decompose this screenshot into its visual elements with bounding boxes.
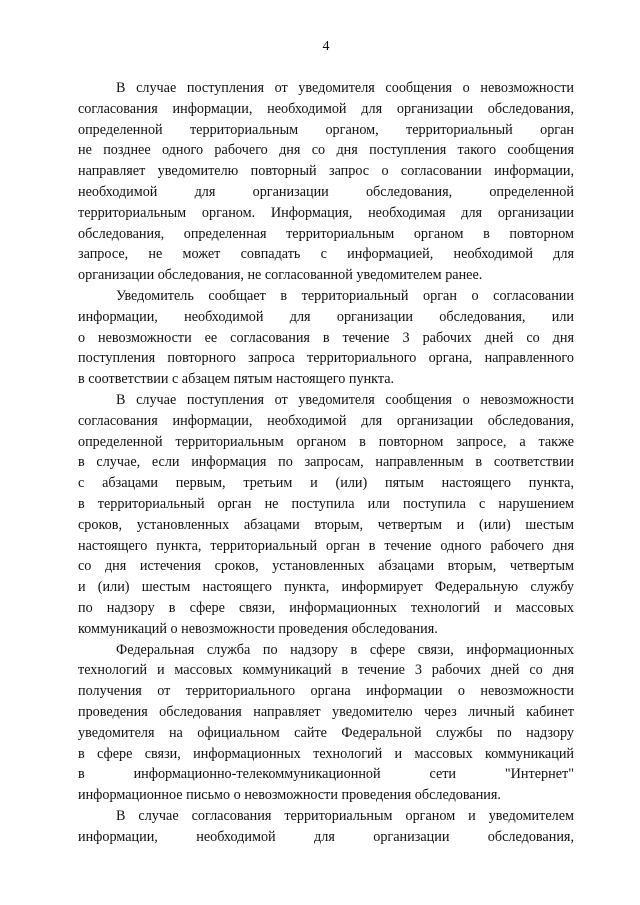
paragraph	[78, 286, 574, 390]
text-line: получения от территориального органа информации о невозможности	[78, 683, 574, 700]
text-line: организации обследования, не согласованной уведомителем ранее.	[78, 267, 483, 284]
paragraph	[78, 806, 574, 848]
text-line: с абзацами первым, третьим и (или) пятым настоящего пункта,	[78, 475, 574, 492]
text-line: необходимой для организации обследования, определенной	[78, 183, 574, 200]
text-line: сроков, установленных абзацами вторым, четвертым и (или) шестым	[78, 516, 574, 533]
text-line: информации, необходимой для организации обследования,	[78, 828, 574, 845]
text-line: В случае поступления от уведомителя сообщения о невозможности	[116, 80, 574, 96]
text-line: технологий и массовых коммуникаций в течение 3 рабочих дней со дня	[78, 662, 574, 679]
text-line: В случае согласования территориальным органом и уведомителем	[116, 807, 574, 824]
text-line: согласования информации, необходимой для организации обследования,	[78, 412, 574, 429]
text-line: определенной территориальным органом, территориальный орган	[78, 121, 574, 138]
text-line: уведомителя на официальном сайте Федеральной службы по надзору	[78, 724, 574, 741]
text-line: не позднее одного рабочего дня со дня поступления такого сообщения	[78, 142, 574, 159]
text-line: В случае поступления от уведомителя сообщения о невозможности	[116, 391, 574, 408]
text-line: в сфере связи, информационных технологий и массовых коммуникаций	[78, 745, 574, 762]
text-line: коммуникаций о невозможности проведения обследования.	[78, 620, 438, 637]
text-line: информационное письмо о невозможности проведения обследования.	[78, 787, 501, 804]
page-number: 4	[322, 39, 330, 54]
text-line: в случае, если информация по запросам, направленным в соответствии	[78, 454, 574, 471]
text-line: информации, необходимой для организации обследования, или	[78, 308, 574, 325]
paragraph	[78, 78, 574, 286]
text-line: направляет уведомителю повторный запрос о согласовании информации,	[78, 163, 574, 180]
text-line: Федеральная служба по надзору в сфере связи, информационных	[116, 641, 574, 658]
text-line: настоящего пункта, территориальный орган в течение одного рабочего дня	[78, 537, 574, 554]
paragraph	[78, 390, 574, 640]
text-line: в соответствии с абзацем пятым настоящего пункта.	[78, 371, 395, 388]
text-line: со дня истечения сроков, установленных абзацами вторым, четвертым	[78, 558, 574, 575]
paragraph	[78, 640, 574, 806]
text-line: Уведомитель сообщает в территориальный орган о согласовании	[116, 287, 574, 304]
text-line: согласования информации, необходимой для организации обследования,	[78, 100, 574, 117]
text-line: обследования, определенная территориальным органом в повторном	[78, 225, 574, 242]
text-line: и (или) шестым настоящего пункта, информирует Федеральную службу	[78, 579, 574, 596]
text-line: в территориальный орган не поступила или поступила с нарушением	[78, 495, 574, 512]
text-line: территориальным органом. Информация, необходимая для организации	[78, 204, 574, 221]
document-body	[78, 78, 574, 847]
text-line: в информационно-телекоммуникационной сети "Интернет"	[78, 766, 574, 783]
text-line: определенной территориальным органом в повторном запросе, а также	[78, 433, 574, 450]
text-line: проведения обследования направляет уведомителю через личный кабинет	[78, 703, 574, 720]
text-line: о невозможности ее согласования в течение 3 рабочих дней со дня	[78, 329, 574, 346]
text-line: поступления повторного запроса территориального органа, направленного	[78, 350, 574, 367]
text-line: запросе, не может совпадать с информацией, необходимой для	[78, 246, 574, 263]
text-line: по надзору в сфере связи, информационных технологий и массовых	[78, 599, 574, 616]
